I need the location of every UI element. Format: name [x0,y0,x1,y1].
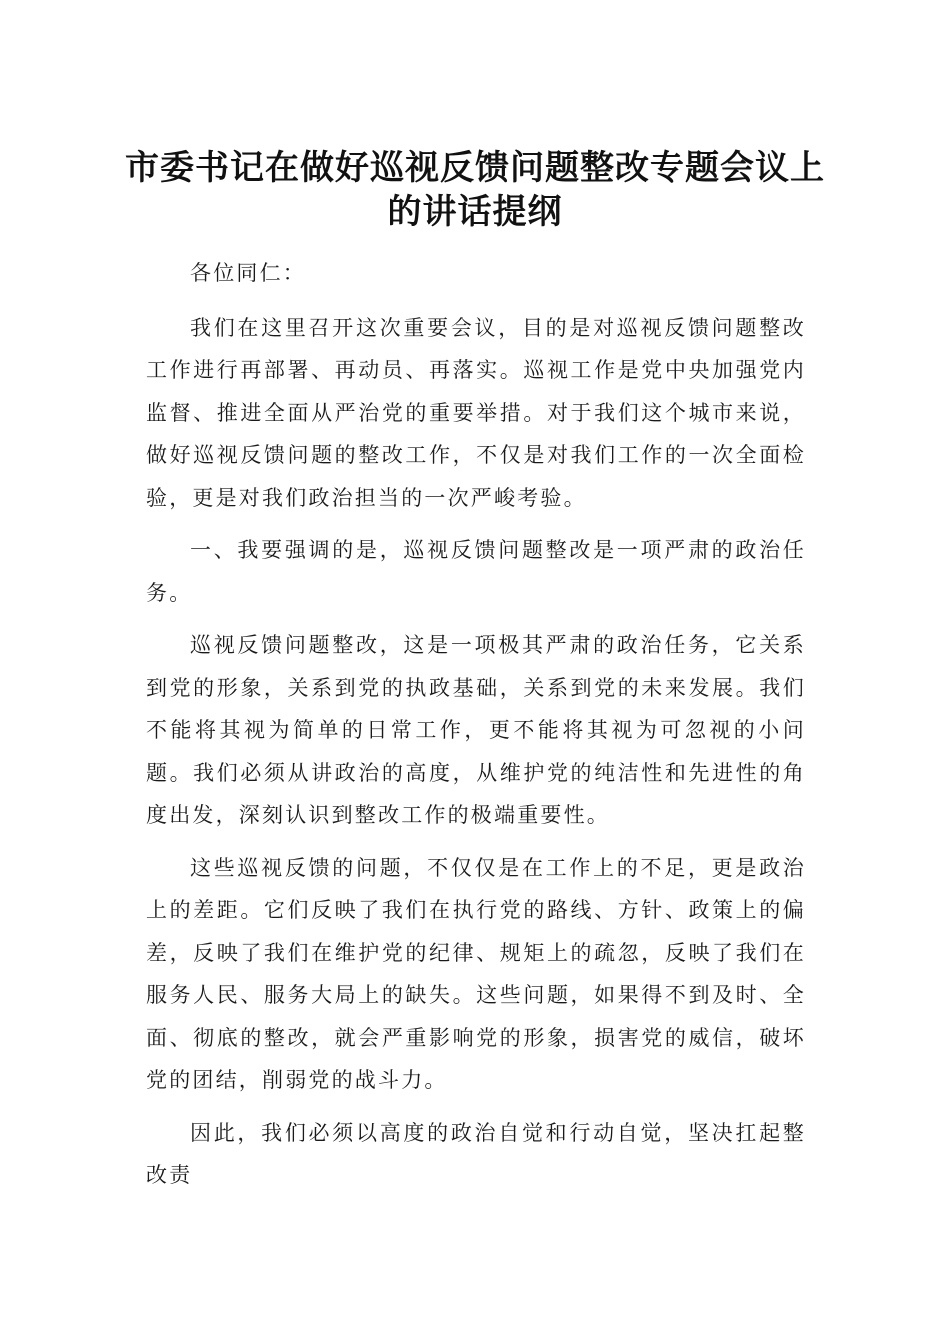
salutation: 各位同仁： [190,261,306,285]
paragraph-body: 巡视反馈问题整改，这是一项极其严肃的政治任务，它关系到党的形象，关系到党的执政基础，关系到党的未来发展。我们不能将其视为简单的日常工作，更不能将其视为可忽视的小问题。我们必须从讲政治的高度，从维护党的纯洁性和先进性的角度出发，深刻认识到整改工作的极端重要性。 [146,633,806,827]
section-heading-1: 一、我要强调的是，巡视反馈问题整改是一项严肃的政治任务。 [146,538,806,605]
paragraph-intro: 我们在这里召开这次重要会议，目的是对巡视反馈问题整改工作进行再部署、再动员、再落实。巡视工作是党中央加强党内监督、推进全面从严治党的重要举措。对于我们这个城市来说，做好巡视反馈问题的整改工作，不仅是对我们工作的一次全面检验，更是对我们政治担当的一次严峻考验。 [146,315,806,510]
document-title: 市委书记在做好巡视反馈问题整改专题会议上的讲话提纲 [125,148,825,232]
document-body [146,252,806,1207]
paragraph-body: 因此，我们必须以高度的政治自觉和行动自觉，坚决扛起整改责 [146,1120,806,1187]
paragraph-body: 这些巡视反馈的问题，不仅仅是在工作上的不足，更是政治上的差距。它们反映了我们在执行党的路线、方针、政策上的偏差，反映了我们在维护党的纪律、规矩上的疏忽，反映了我们在服务人民、服务大局上的缺失。这些问题，如果得不到及时、全面、彻底的整改，就会严重影响党的形象，损害党的威信，破坏党的团结，削弱党的战斗力。 [146,855,806,1092]
